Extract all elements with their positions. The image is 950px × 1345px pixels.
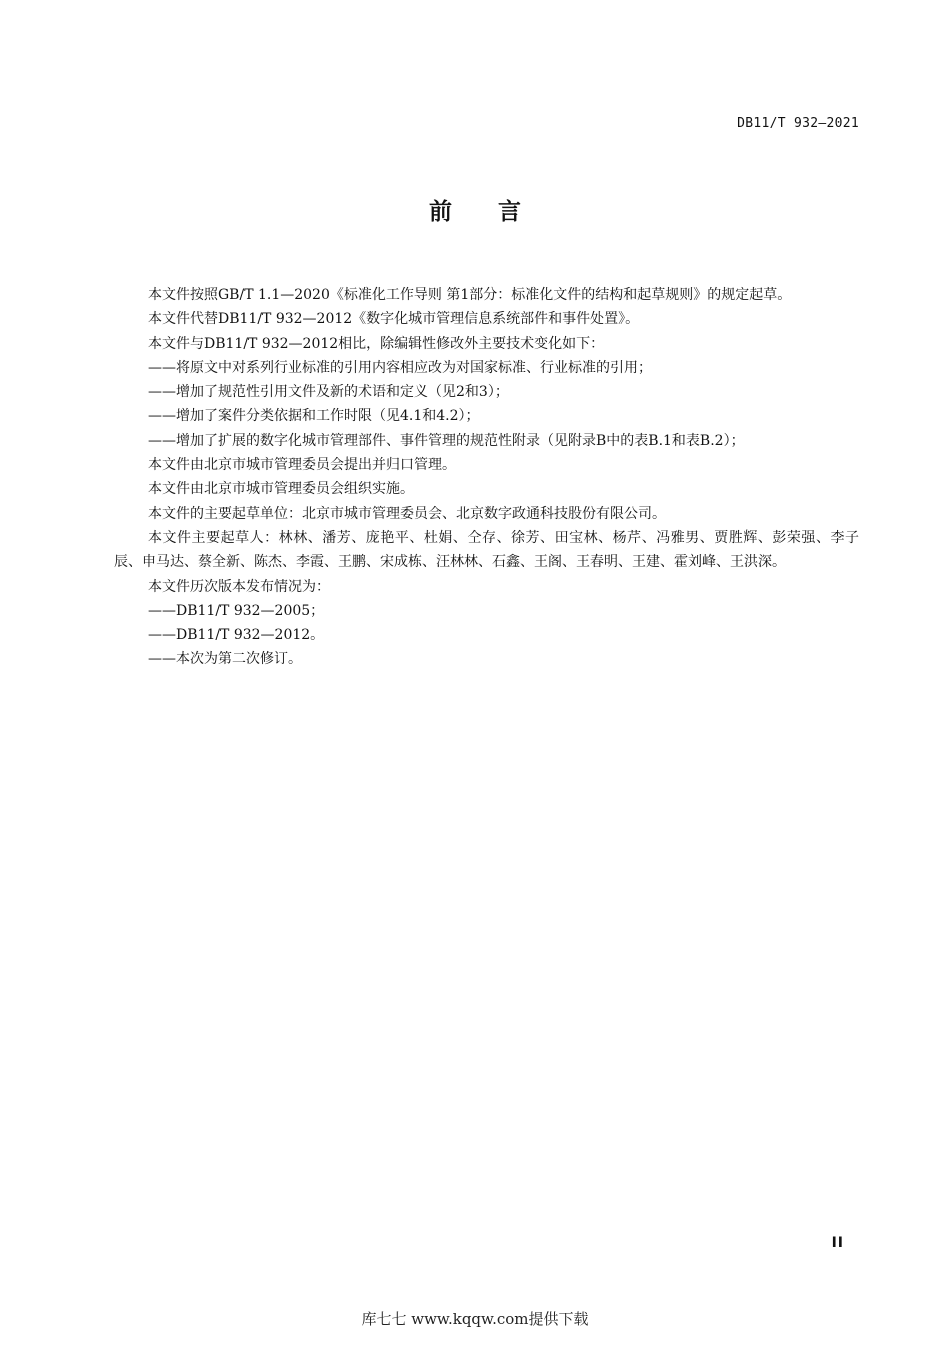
paragraph: 本文件历次版本发布情况为： — [148, 578, 330, 595]
version-item: ——本次为第二次修订。 — [148, 651, 302, 668]
foreword-body — [114, 283, 859, 672]
footer-download-notice: 库七七 www.kqqw.com提供下载 — [361, 1310, 589, 1328]
paragraph: 本文件代替DB11/T 932—2012《数字化城市管理信息系统部件和事件处置》。 — [148, 311, 640, 328]
paragraph: 本文件主要起草人：林林、潘芳、庞艳平、杜娟、仝存、徐芳、田宝林、杨芹、冯雅男、贾胜辉、彭荣强、李子辰、申马达、蔡全新、陈杰、李霞、王鹏、宋成栋、汪林林、石鑫、王阁、王春明、王建、霍刘峰、王洪深。 — [114, 529, 859, 571]
version-item: ——DB11/T 932—2012。 — [148, 627, 325, 644]
paragraph: 本文件的主要起草单位：北京市城市管理委员会、北京数字政通科技股份有限公司。 — [148, 505, 666, 522]
title-char-2: 言 — [498, 199, 521, 225]
title-char-1: 前 — [429, 199, 452, 225]
change-item: ——增加了案件分类依据和工作时限（见4.1和4.2）； — [148, 408, 480, 425]
paragraph: 本文件由北京市城市管理委员会提出并归口管理。 — [148, 457, 456, 474]
paragraph: 本文件按照GB/T 1.1—2020《标准化工作导则 第1部分：标准化文件的结构和起草规则》的规定起草。 — [148, 287, 792, 303]
paragraph: 本文件由北京市城市管理委员会组织实施。 — [148, 481, 414, 498]
change-item: ——增加了规范性引用文件及新的术语和定义（见2和3）； — [148, 384, 509, 401]
document-code: DB11/T 932—2021 — [737, 116, 859, 131]
change-item: ——将原文中对系列行业标准的引用内容相应改为对国家标准、行业标准的引用； — [148, 359, 652, 376]
page-title — [0, 193, 950, 226]
paragraph: 本文件与DB11/T 932—2012相比，除编辑性修改外主要技术变化如下： — [148, 335, 605, 352]
version-item: ——DB11/T 932—2005； — [148, 602, 325, 619]
change-item: ——增加了扩展的数字化城市管理部件、事件管理的规范性附录（见附录B中的表B.1和表B.2）； — [148, 432, 745, 449]
page-number: II — [831, 1235, 844, 1251]
